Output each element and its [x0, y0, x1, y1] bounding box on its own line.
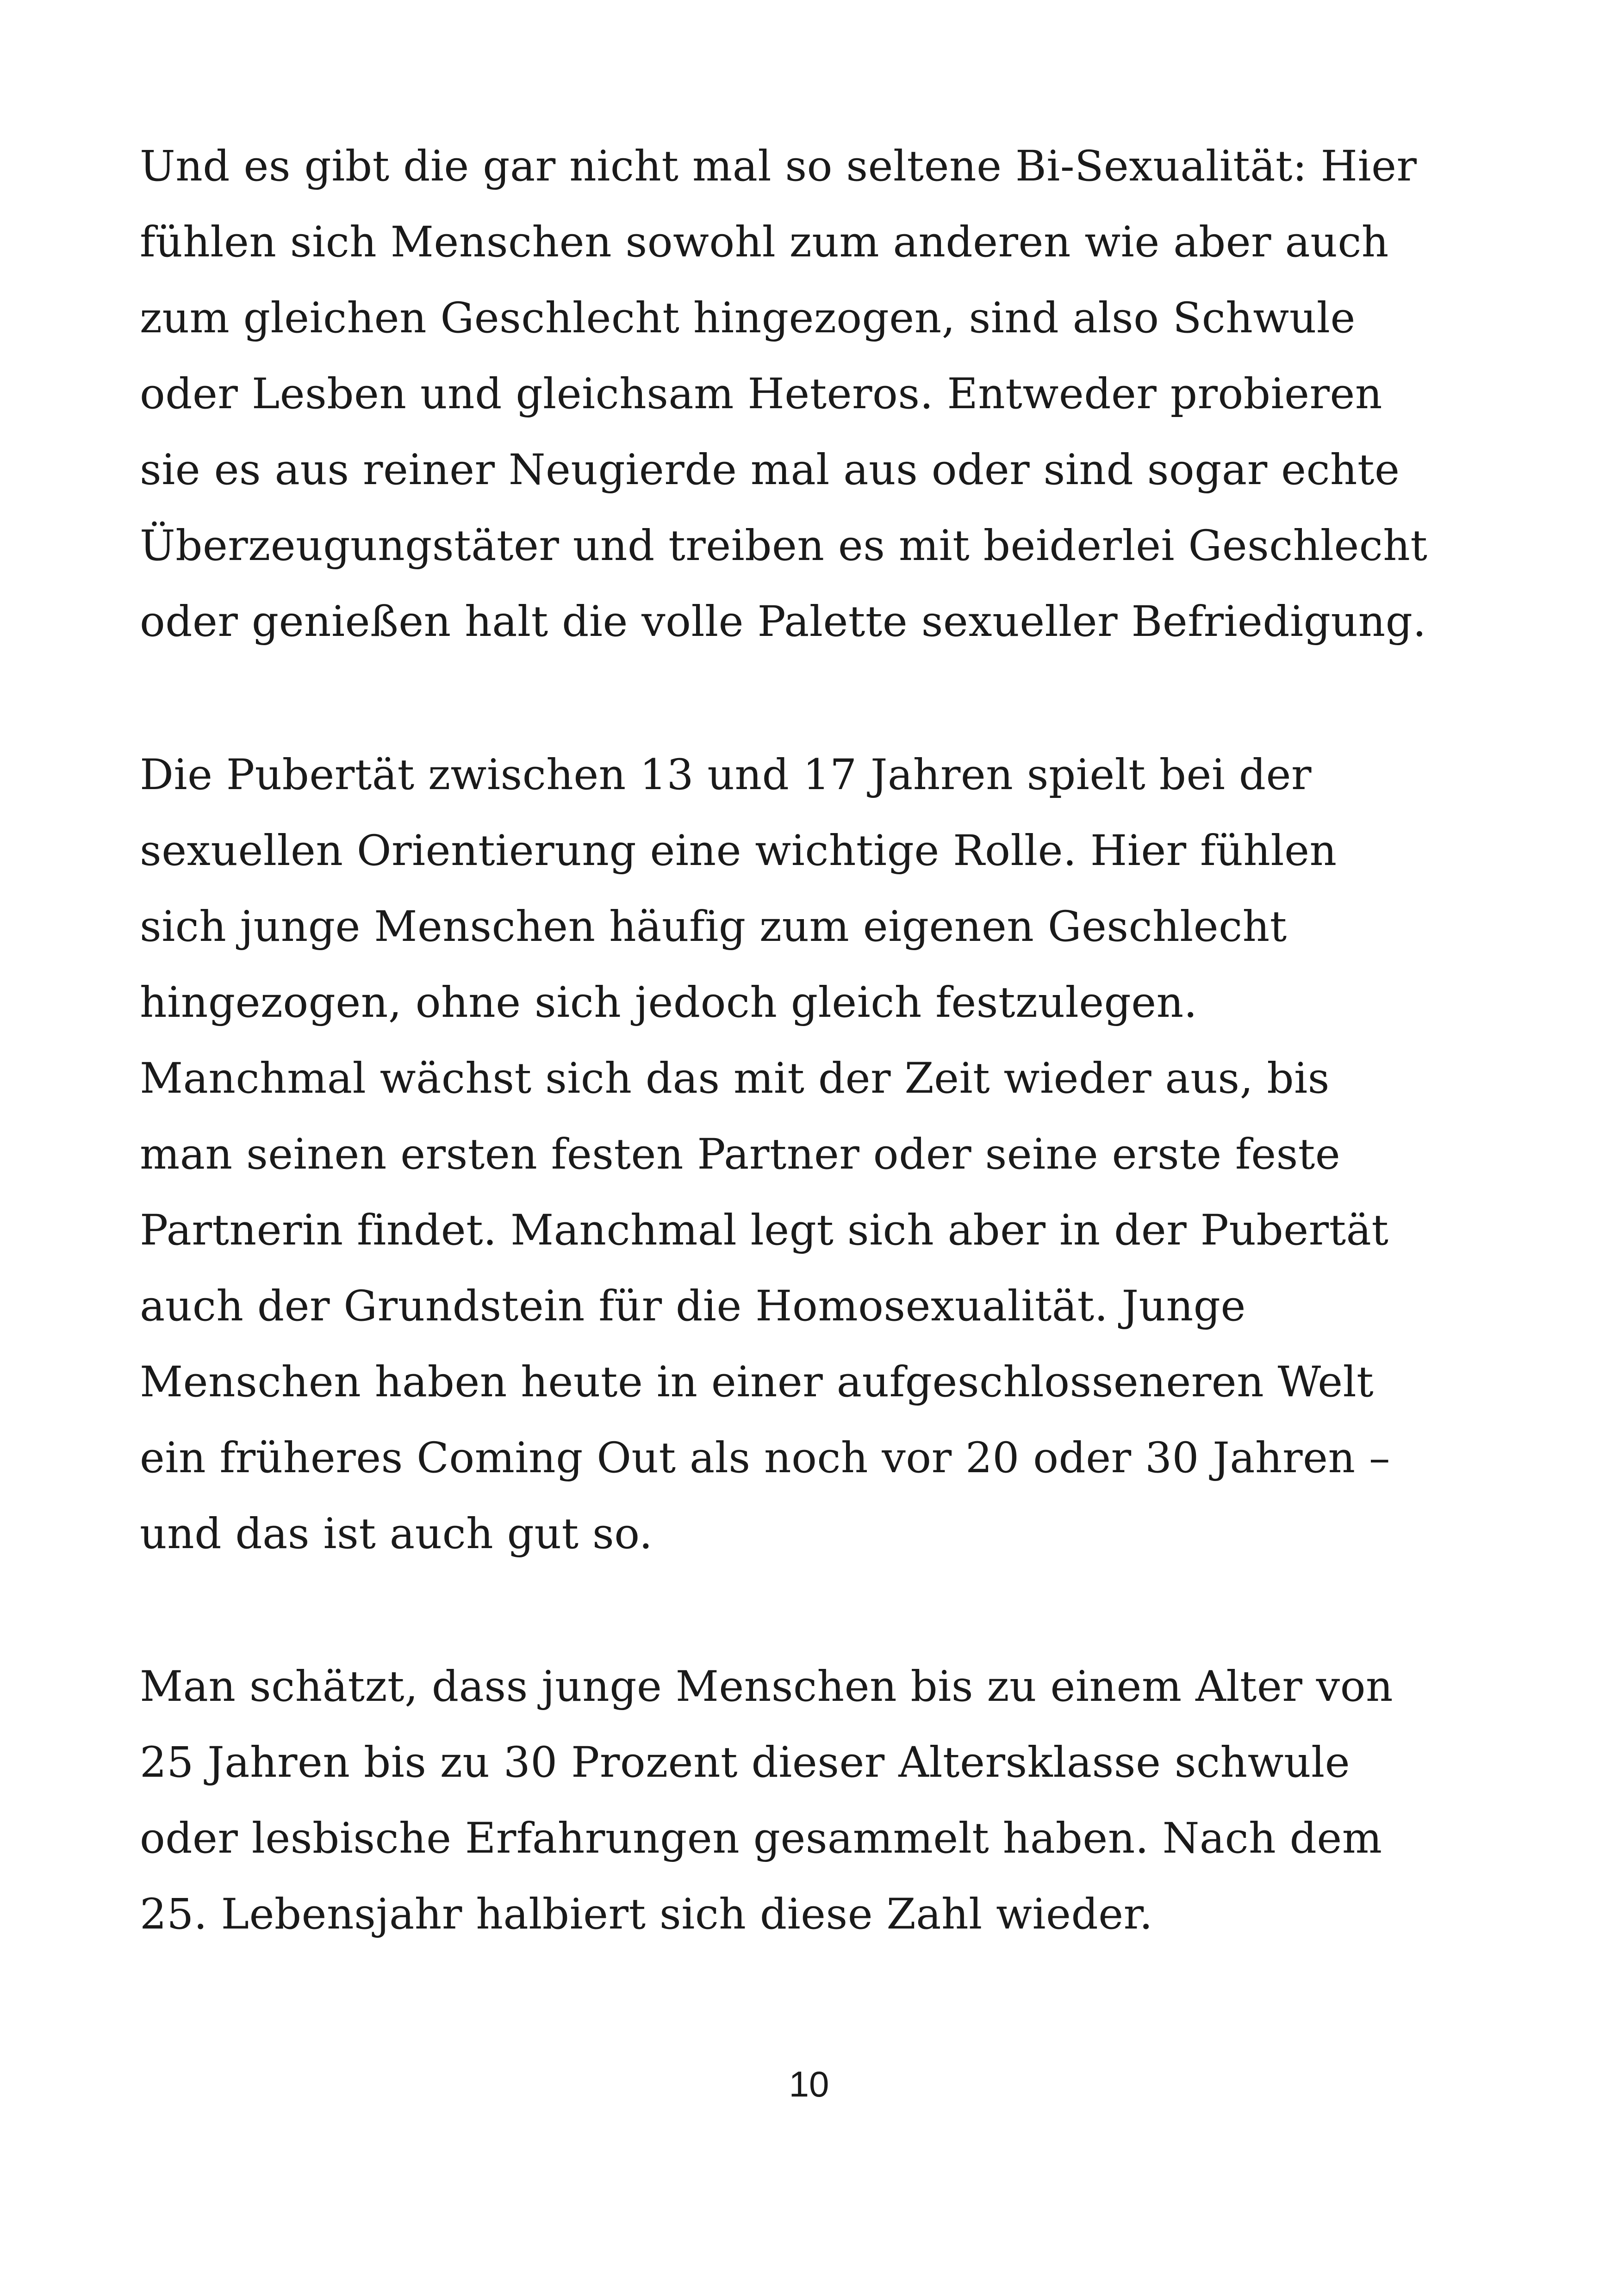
paragraph-2-line-9: Menschen haben heute in einer aufgeschlosseneren Welt: [140, 1358, 1374, 1406]
paragraph-2-line-1: Die Pubertät zwischen 13 und 17 Jahren spielt bei der: [140, 751, 1312, 799]
paragraph-1-line-3: zum gleichen Geschlecht hingezogen, sind also Schwule: [140, 294, 1356, 342]
paragraph-2-line-7: Partnerin findet. Manchmal legt sich aber in der Pubertät: [140, 1206, 1389, 1255]
paragraph-3-line-2: 25 Jahren bis zu 30 Prozent dieser Altersklasse schwule: [140, 1738, 1350, 1787]
paragraph-1-line-1: Und es gibt die gar nicht mal so seltene Bi-Sexualität: Hier: [140, 142, 1417, 191]
paragraph-2-line-2: sexuellen Orientierung eine wichtige Rolle. Hier fühlen: [140, 827, 1337, 875]
paragraph-1-line-4: oder Lesben und gleichsam Heteros. Entweder probieren: [140, 370, 1382, 418]
paragraph-3-line-3: oder lesbische Erfahrungen gesammelt haben. Nach dem: [140, 1814, 1382, 1863]
paragraph-1-line-5: sie es aus reiner Neugierde mal aus oder sind sogar echte: [140, 446, 1400, 494]
paragraph-2-line-4: hingezogen, ohne sich jedoch gleich festzulegen.: [140, 978, 1198, 1027]
paragraph-1-line-2: fühlen sich Menschen sowohl zum anderen wie aber auch: [140, 218, 1389, 267]
page-number: 10: [789, 2064, 829, 2104]
paragraph-2-line-8: auch der Grundstein für die Homosexualität. Junge: [140, 1282, 1246, 1331]
paragraph-1-line-6: Überzeugungstäter und treiben es mit beiderlei Geschlecht: [140, 522, 1428, 570]
paragraph-3-line-1: Man schätzt, dass junge Menschen bis zu einem Alter von: [140, 1662, 1394, 1711]
paragraph-2-line-5: Manchmal wächst sich das mit der Zeit wieder aus, bis: [140, 1054, 1330, 1103]
paragraph-3-line-4: 25. Lebensjahr halbiert sich diese Zahl wieder.: [140, 1890, 1153, 1939]
paragraph-1-line-7: oder genießen halt die volle Palette sexueller Befriedigung.: [140, 597, 1426, 646]
paragraph-2-line-11: und das ist auch gut so.: [140, 1510, 653, 1558]
paragraph-2-line-3: sich junge Menschen häufig zum eigenen Geschlecht: [140, 902, 1287, 951]
paragraph-2-line-10: ein früheres Coming Out als noch vor 20 oder 30 Jahren –: [140, 1434, 1391, 1482]
paragraph-2-line-6: man seinen ersten festen Partner oder seine erste feste: [140, 1130, 1341, 1179]
